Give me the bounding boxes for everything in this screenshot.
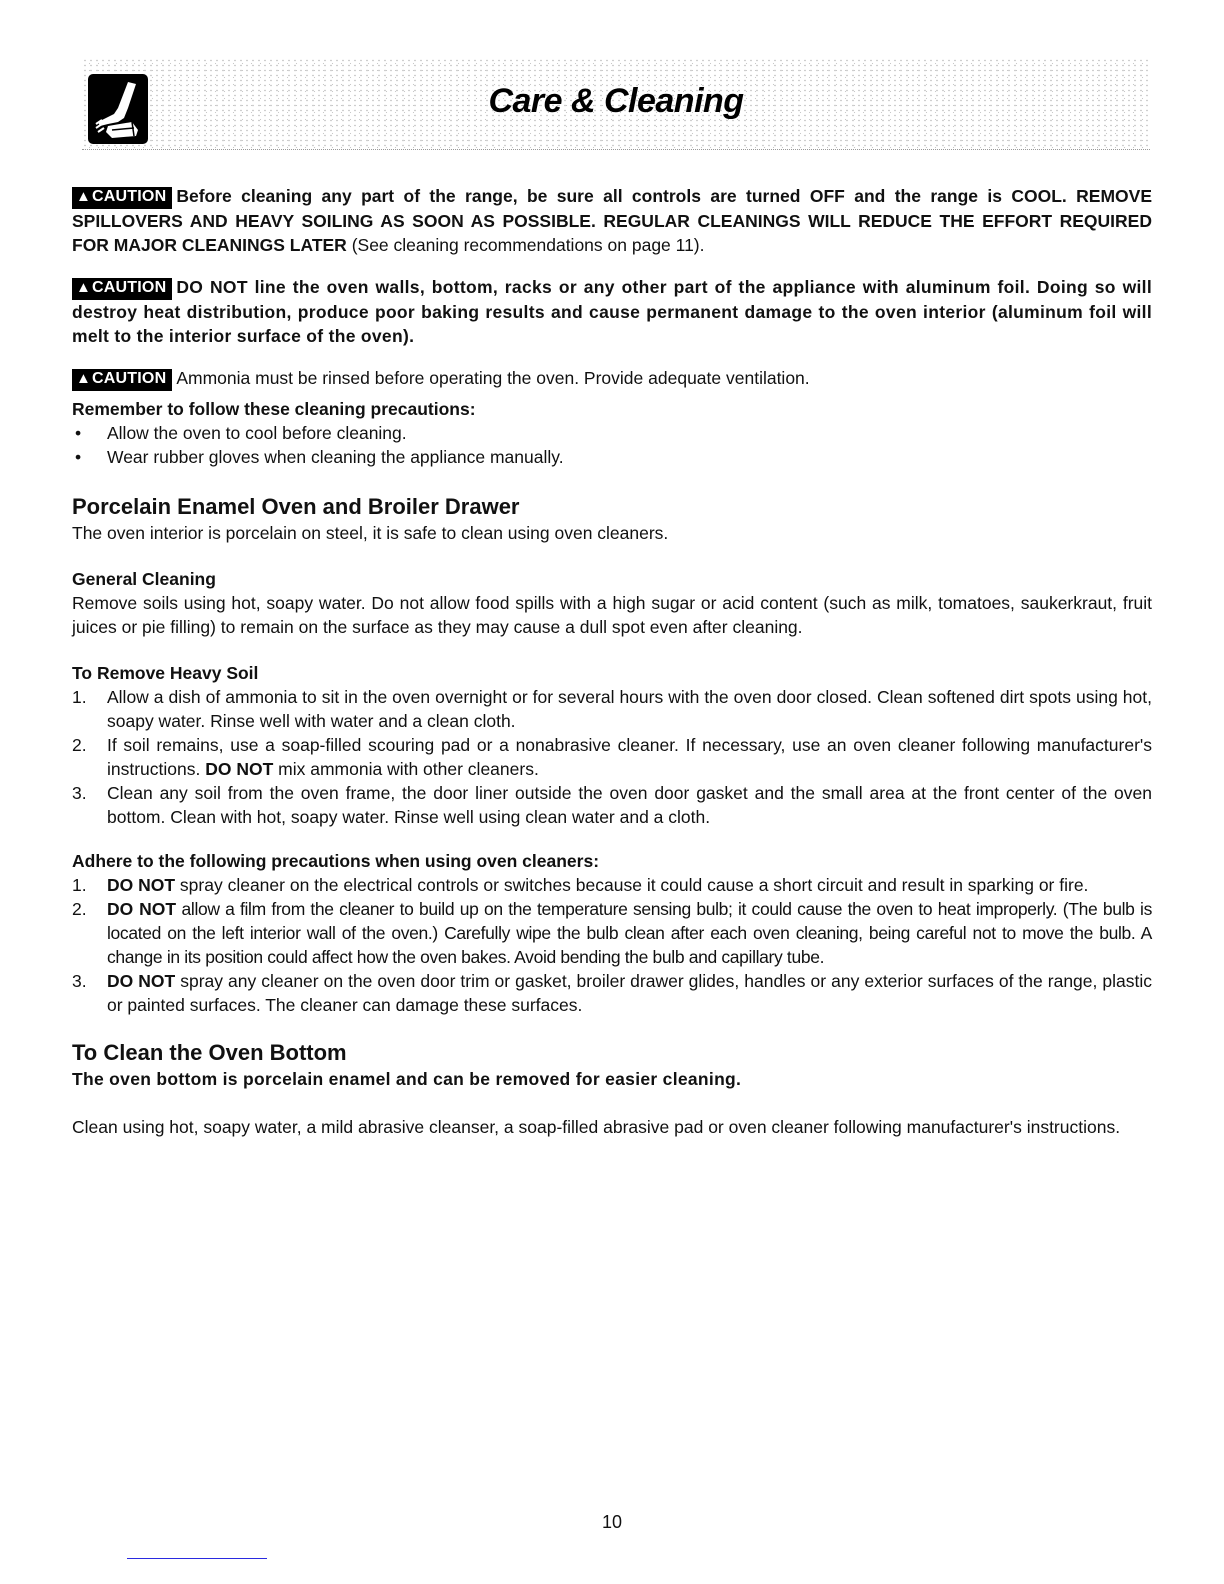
section-title-porcelain: Porcelain Enamel Oven and Broiler Drawer	[72, 494, 520, 519]
step-emphasis: DO NOT	[205, 759, 274, 779]
caution-badge	[72, 187, 172, 209]
precautions-heading: Remember to follow these cleaning precautions:	[72, 399, 476, 419]
precautions-list	[72, 421, 1152, 469]
heavy-soil-heading: To Remove Heavy Soil	[72, 663, 259, 683]
step-number: 2.	[72, 735, 87, 755]
step-text: spray any cleaner on the oven door trim or gasket, broiler drawer glides, handles or any exterior surfaces of the range, plastic or painted surfaces. The cleaner can damage these surfaces.	[107, 971, 1152, 1015]
section-title-oven-bottom: To Clean the Oven Bottom	[72, 1040, 347, 1065]
step-number: 2.	[72, 899, 87, 919]
oven-cleaners-heading: Adhere to the following precautions when using oven cleaners:	[72, 851, 600, 871]
step-text: Allow a dish of ammonia to sit in the oven overnight or for several hours with the oven door closed. Clean softened dirt spots using hot, soapy water. Rinse well with water and a clean cloth.	[107, 687, 1152, 731]
step-emphasis: DO NOT	[107, 899, 177, 919]
list-item	[72, 733, 1152, 781]
caution-notice-1	[72, 184, 1152, 257]
step-text: spray cleaner on the electrical controls or switches because it could cause a short circuit and result in sparking or fire.	[175, 875, 1089, 895]
section-banner	[82, 58, 1150, 150]
step-text: allow a film from the cleaner to build up on the temperature sensing bulb; it could cause the oven to heat improperly. (The bulb is located on the left interior wall of the oven.) Carefully wipe the bulb clean after each oven cleaning, being careful not to move the bulb. A change in its position could affect how the oven bakes. Avoid bending the bulb and capillary tube.	[107, 899, 1152, 967]
caution-badge	[72, 369, 172, 391]
step-emphasis: DO NOT	[107, 875, 176, 895]
caution-notice-3	[72, 366, 1152, 391]
page-number: 10	[601, 1512, 623, 1532]
caution-reference: (See cleaning recommendations on page 11).	[346, 235, 705, 255]
footer-link-underline[interactable]	[127, 1558, 267, 1559]
list-item	[72, 969, 1152, 1017]
list-item	[72, 685, 1152, 733]
caution-label: CAUTION	[92, 188, 167, 205]
warning-triangle-icon: ▲	[76, 188, 92, 205]
caution-text: Ammonia must be rinsed before operating the oven. Provide adequate ventilation.	[176, 368, 810, 388]
warning-triangle-icon: ▲	[76, 279, 92, 296]
caution-label: CAUTION	[92, 279, 167, 296]
list-item	[72, 781, 1152, 829]
caution-badge	[72, 278, 172, 300]
page-title: Care & Cleaning	[488, 82, 744, 120]
step-number: 3.	[72, 971, 87, 991]
oven-bottom-text: Clean using hot, soapy water, a mild abrasive cleanser, a soap-filled abrasive pad or oven cleaner following manufacturer's instructions.	[72, 1117, 1121, 1137]
oven-cleaners-precautions	[72, 873, 1152, 1017]
step-number: 1.	[72, 875, 87, 895]
porcelain-intro: The oven interior is porcelain on steel, it is safe to clean using oven cleaners.	[72, 523, 669, 543]
step-number: 1.	[72, 687, 87, 707]
step-text: mix ammonia with other cleaners.	[273, 759, 539, 779]
bullet-icon: •	[75, 423, 82, 443]
bullet-icon: •	[75, 447, 82, 467]
caution-text: Before cleaning any part of the range, be sure all controls are turned OFF and the range is COOL. REMOVE SPILLOVERS AND HEAVY SOILING AS SOON AS POSSIBLE. REGULAR CLEANINGS WILL REDUCE THE EFFORT REQUIRED FOR MAJOR CLEANINGS LATER	[72, 186, 1152, 255]
step-emphasis: DO NOT	[107, 971, 176, 991]
caution-label: CAUTION	[92, 370, 167, 387]
list-item	[72, 421, 1152, 445]
step-text: If soil remains, use a soap-filled scouring pad or a nonabrasive cleaner. If necessary, use an oven cleaner following manufacturer's instructions.	[107, 735, 1152, 779]
list-item	[72, 897, 1152, 969]
caution-text: DO NOT line the oven walls, bottom, racks or any other part of the appliance with aluminum foil. Doing so will destroy heat distribution, produce poor baking results and cause permanent damage to the oven interior (aluminum foil will melt to the interior surface of the oven).	[72, 277, 1152, 346]
step-text: Clean any soil from the oven frame, the door liner outside the oven door gasket and the small area at the front center of the oven bottom. Clean with hot, soapy water. Rinse well using clean water and a cloth.	[107, 783, 1152, 827]
heavy-soil-steps	[72, 685, 1152, 829]
page-content	[72, 184, 1152, 1139]
general-cleaning-text: Remove soils using hot, soapy water. Do not allow food spills with a high sugar or acid content (such as milk, tomatoes, saukerkraut, fruit juices or pie filling) to remain on the surface as they may cause a dull spot even after cleaning.	[72, 593, 1152, 637]
list-item	[72, 873, 1152, 897]
list-item	[72, 445, 1152, 469]
step-number: 3.	[72, 783, 87, 803]
list-item-text: Wear rubber gloves when cleaning the appliance manually.	[107, 447, 564, 467]
warning-triangle-icon: ▲	[76, 370, 92, 387]
general-cleaning-heading: General Cleaning	[72, 569, 216, 589]
oven-bottom-subtitle: The oven bottom is porcelain enamel and can be removed for easier cleaning.	[72, 1069, 742, 1089]
list-item-text: Allow the oven to cool before cleaning.	[107, 423, 407, 443]
caution-notice-2	[72, 275, 1152, 348]
